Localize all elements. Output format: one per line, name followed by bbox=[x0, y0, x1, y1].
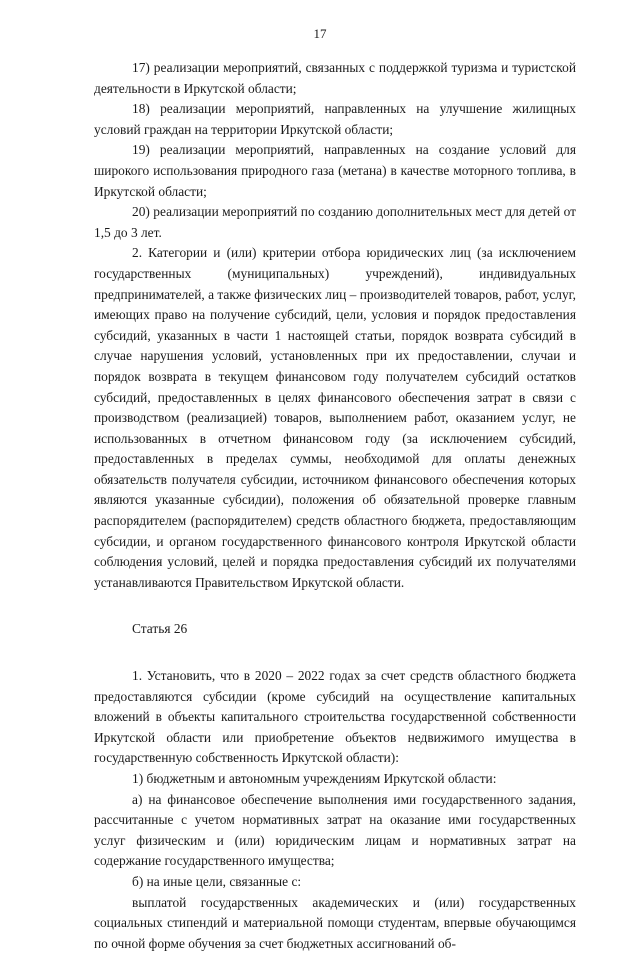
paragraph-item-20: 20) реализации мероприятий по созданию дополнительных мест для детей от 1,5 до 3 лет. bbox=[94, 204, 576, 240]
paragraph-part-1: 1. Установить, что в 2020 – 2022 годах за счет средств областного бюджета предоставляются субсидии (кроме субсидий на осуществление капитальных вложений в объекты капитального строительства государственной собственности Иркутской области или приобретение объектов недвижимого имущества в государственную собственность Иркутской области): bbox=[94, 668, 576, 766]
paragraph-scholarships: выплатой государственных академических и (или) государственных социальных стипендий и материальной помощи студентам, впервые обучающимся по очной форме обучения за счет бюджетных ассигнований об- bbox=[94, 894, 576, 951]
article-heading: Статья 26 bbox=[132, 621, 188, 637]
paragraph-subitem-a: а) на финансовое обеспечение выполнения ими государственного задания, рассчитанные с учетом нормативных затрат на оказание ими государственных услуг физическим и (или) юридическим лицам и нормативных затрат на содержание государственного имущества; bbox=[94, 791, 576, 869]
page-number: 17 bbox=[313, 26, 327, 41]
paragraph-subitem-b: б) на иные цели, связанные с: bbox=[132, 873, 302, 889]
paragraph-subitem-1: 1) бюджетным и автономным учреждениям Иркутской области: bbox=[132, 771, 497, 786]
paragraph-item-18: 18) реализации мероприятий, направленных на улучшение жилищных условий граждан на территории Иркутской области; bbox=[94, 101, 576, 137]
paragraph-item-19: 19) реализации мероприятий, направленных на создание условий для широкого использования природного газа (метана) в качестве моторного топлива, в Иркутской области; bbox=[94, 142, 576, 199]
paragraph-item-17: 17) реализации мероприятий, связанных с поддержкой туризма и туристской деятельности в Иркутской области; bbox=[94, 60, 576, 96]
paragraph-part-2: 2. Категории и (или) критерии отбора юридических лиц (за исключением государственных (муниципальных) учреждений), индивидуальных предпринимателей, а также физических лиц – производителей товаров, работ, услуг, имеющих право на получение субсидий, цели, условия и порядок предоставления субсидий, указанных в части 1 настоящей статьи, порядок возврата субсидий в случае нарушения условий, установленных при их предоставлении, случаи и порядок возврата в текущем финансовом году получателем субсидий остатков субсидий, предоставленных в целях финансового обеспечения затрат в связи с производством (реализацией) товаров, выполнением работ, оказанием услуг, не использованных в отчетном финансовом году (за исключением субсидий, предоставленных в пределах суммы, необходимой для оплаты денежных обязательств получателя субсидии, источником финансового обеспечения которых являются указанные субсидии), положения об обязательной проверке главным распорядителем (распорядителем) средств областного бюджета, предоставляющим субсидии, и органом государственного финансового контроля Иркутской области соблюдения условий, целей и порядка предоставления субсидий их получателями устанавливаются Правительством Иркутской области. bbox=[94, 245, 576, 590]
document-body bbox=[94, 58, 576, 954]
